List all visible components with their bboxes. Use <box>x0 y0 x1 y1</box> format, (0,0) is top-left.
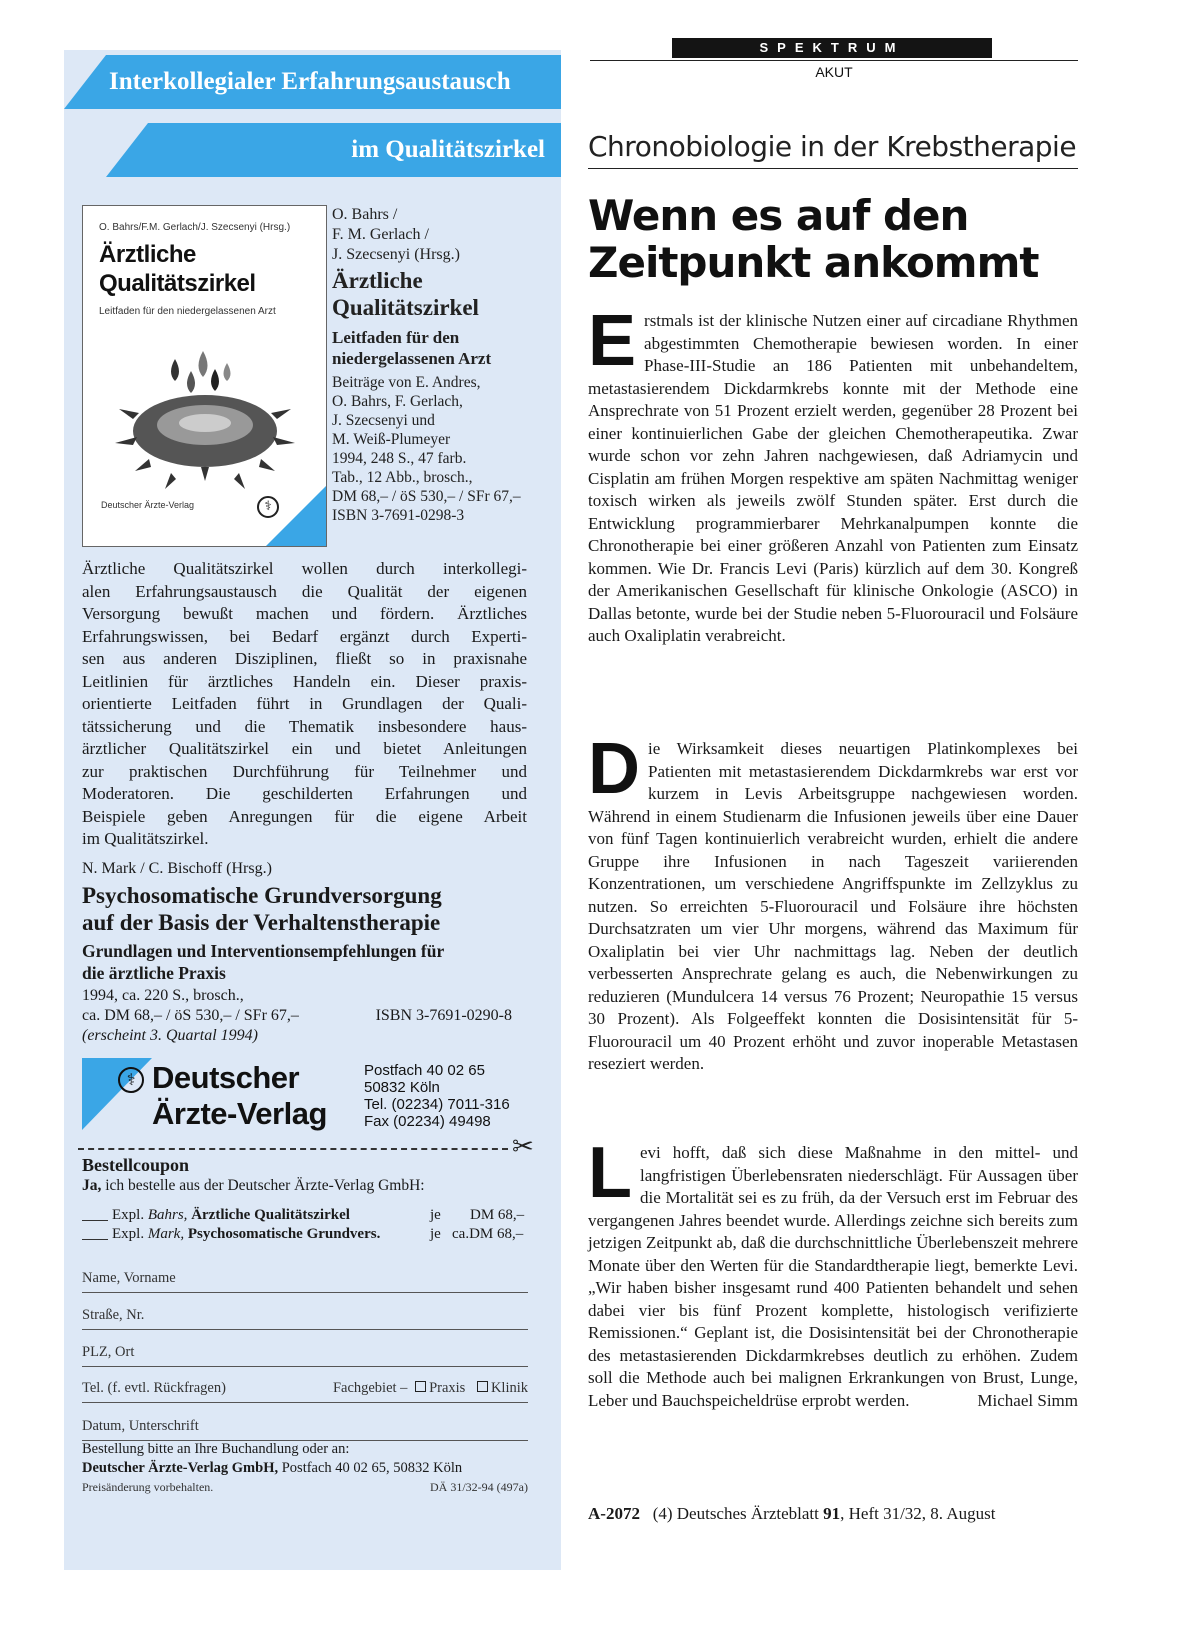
ad-code: DÄ 31/32-94 (497a) <box>430 1480 528 1494</box>
order-author: Bahrs, <box>147 1207 188 1223</box>
book2-detail-line: 1994, ca. 220 S., brosch., <box>82 987 244 1004</box>
coupon-small-print <box>82 1480 528 1495</box>
publisher-address-line: 50832 Köln <box>364 1079 440 1096</box>
order-price: ca.DM 68,– <box>452 1226 524 1242</box>
book2-note: (erscheint 3. Quartal 1994) <box>82 1027 258 1044</box>
ad-description-line: orientierte Leitfaden führt in Grundlagen der Quali- <box>82 694 527 713</box>
book1-subtitle-line: niedergelassenen Arzt <box>332 349 492 368</box>
book1-title <box>332 267 547 321</box>
coupon-intro-text: ich bestelle aus der Deutscher Ärzte-Verlag GmbH: <box>101 1177 425 1194</box>
publisher-block <box>82 1058 542 1138</box>
banner-wedge <box>106 123 148 177</box>
scissors-icon: ✂ <box>512 1132 534 1162</box>
cover-corner-decoration <box>266 486 326 546</box>
book2-isbn: ISBN 3-7691-0290-8 <box>375 1007 512 1024</box>
ad-description-line: zur praktischen Durchführung für Teilnehmer und <box>82 761 527 781</box>
publisher-address <box>364 1062 510 1130</box>
book1-detail-line: O. Bahrs, F. Gerlach, <box>332 393 463 410</box>
book2-subtitle-line: die ärztliche Praxis <box>82 963 226 983</box>
section-rule <box>590 60 1078 61</box>
book2-subtitle-line: Grundlagen und Interventionsempfehlungen für <box>82 941 445 961</box>
book2-info <box>82 858 532 1046</box>
subsection-label: AKUT <box>815 64 853 80</box>
page-number: A-2072 <box>588 1504 640 1523</box>
publisher-name-line: Ärzte-Verlag <box>152 1096 327 1131</box>
cover-title <box>99 240 319 298</box>
order-title <box>112 1206 430 1225</box>
book-cover <box>82 205 327 547</box>
paragraph-text: evi hofft, daß sich diese Maßnahme in den mittel- und langfristigen Überlebensraten niederschlägt. Für Aussagen über die Mortalität sei es zu früh, da der Versuch erst im Februar des vergangenen Jahres beendet wurde. Allerdings zeichne sich bereits zum jetzigen Zeitpunkt ab, daß die durchschnittliche Überlebenszeit mehrere Monate über den Werten für die Standardtherapie liegt, bemerkte Levi. „Wir haben bisher insgesamt rund 400 Patienten behandelt und sehen dabei vier bis fünf Prozent komplette, histologisch verifizierte Remissionen.“ Geplant ist, die Dosisintensität bei der Chronotherapie des metastasierenden Dickdarmkrebses deutlich zu erhöhen. Zudem soll die Methode auch bei malignen Erkrankungen von Brust, Lunge, Leber und Bauchspeicheldrüse erprobt werden. <box>588 1143 1078 1410</box>
book2-title-line: Psychosomatische Grundversorgung <box>82 883 442 908</box>
book1-author: F. M. Gerlach / <box>332 226 429 243</box>
city-field[interactable]: PLZ, Ort <box>82 1342 528 1367</box>
article-kicker: Chronobiologie in der Krebstherapie <box>588 130 1077 163</box>
price-note: Preisänderung vorbehalten. <box>82 1480 214 1494</box>
tel-field[interactable]: Tel. (f. evtl. Rückfragen) <box>82 1380 226 1396</box>
book1-author: O. Bahrs / <box>332 206 398 223</box>
quantity-field[interactable] <box>82 1206 108 1221</box>
coupon-footer-company: Deutscher Ärzte-Verlag GmbH, <box>82 1460 279 1476</box>
paragraph-text: ie Wirksamkeit dieses neuartigen Platinkomplexes bei Patienten mit metastasierendem Dickdarmkrebs war erst vor kurzem in Levis Arbeitsgruppe nachgewiesen worden. Während in einem Studienarm die Infusionen jeweils über eine Dauer von fünf Tagen kontinuierlich verabreicht wurden, erhielt die andere Gruppe ihre Infusionen in nach Tageszeit variierenden Konzentrationen, um verschiedene Angriffspunkte im Zellzyklus zu nutzen. So erreichten 5-Fluorouracil und Folsäure ihre höchsten Durchsatzraten um vier Uhr morgens, während das Maximum für Oxaliplatin bei vier Uhr nachmittags lag. Neben der deutlich verbesserten Ansprechrate gelang es auch, die Nebenwirkungen zu reduzieren (Mundulcera 14 versus 76 Prozent; Neuropathie 15 versus 30 Prozent). Als Folgeeffekt konnten die Dosisintensität für 5-Fluorouracil um 40 Prozent erhöht und zuvor inoperable Metastasen reseziert werden. <box>588 739 1078 1073</box>
klinik-label: Klinik <box>490 1380 528 1396</box>
publisher-name <box>118 1060 327 1132</box>
cover-title-line: Qualitätszirkel <box>99 270 256 297</box>
ad-banner-exchange: Interkollegialer Erfahrungsaustausch <box>64 55 561 109</box>
ad-description-line: Moderatoren. Die geschilderten Erfahrungen und <box>82 784 527 803</box>
caduceus-logo-icon: ⚕ <box>257 496 279 518</box>
ad-description-line: Erfahrungswissen, bei Bedarf ergänzt durch Experti- <box>82 626 527 646</box>
book1-info <box>332 205 547 525</box>
section-label: SPEKTRUM <box>672 38 992 58</box>
drop-cap: D <box>588 729 640 809</box>
order-author: Mark, <box>147 1226 185 1242</box>
book1-title-line: Qualitätszirkel <box>332 295 479 320</box>
drops-illustration-icon <box>105 331 305 501</box>
order-prefix: Expl. <box>112 1226 145 1242</box>
publisher-address-line: Fax (02234) 49498 <box>364 1113 491 1130</box>
coupon-footer-line: Bestellung bitte an Ihre Buchandlung oder an: <box>82 1441 350 1457</box>
coupon-intro-yes: Ja, <box>82 1177 102 1194</box>
book1-details <box>332 373 547 525</box>
article-paragraph-3 <box>588 1133 1078 1412</box>
book1-detail-line: ISBN 3-7691-0298-3 <box>332 507 465 524</box>
signature-field[interactable]: Datum, Unterschrift <box>82 1416 528 1441</box>
book1-detail-line: 1994, 248 S., 47 farb. <box>332 450 467 467</box>
order-title <box>112 1225 430 1244</box>
ad-description-line: ärztlicher Qualitätszirkel ein und bietet Anleitungen <box>82 739 527 758</box>
coupon-footer-line <box>82 1459 532 1478</box>
book1-subtitle-line: Leitfaden für den <box>332 328 460 347</box>
order-line-bahrs <box>82 1206 532 1225</box>
name-field[interactable]: Name, Vorname <box>82 1268 528 1293</box>
ad-description-line: im Qualitätszirkel. <box>82 829 209 848</box>
banner-wedge <box>64 55 106 109</box>
ad-description <box>82 558 527 851</box>
journal-volume: 91 <box>823 1504 841 1523</box>
journal-name: (4) Deutsches Ärzteblatt <box>652 1504 824 1523</box>
article-author: Michael Simm <box>977 1390 1078 1410</box>
book2-authors: N. Mark / C. Bischoff (Hrsg.) <box>82 860 272 877</box>
article-paragraph-1 <box>588 301 1078 648</box>
journal-issue: , Heft 31/32, 8. August <box>840 1504 996 1523</box>
ad-description-line: tätssicherung und die Thematik insbesondere haus- <box>82 716 527 736</box>
book1-detail-line: Beiträge von E. Andres, <box>332 374 481 391</box>
book1-detail-line: M. Weiß-Plumeyer <box>332 431 451 448</box>
order-line-mark <box>82 1225 532 1244</box>
headline-line: Zeitpunkt ankommt <box>588 238 1039 287</box>
fach-group <box>333 1378 528 1402</box>
coupon-intro <box>82 1176 532 1196</box>
ad-description-line: alen Erfahrungsaustausch die Qualität der eigenen <box>82 581 527 601</box>
page-footer <box>588 1503 1078 1525</box>
caduceus-logo-icon: ⚕ <box>118 1067 144 1093</box>
book1-detail-line: Tab., 12 Abb., brosch., <box>332 469 473 486</box>
checkbox-icon[interactable] <box>477 1381 488 1392</box>
cover-title-line: Ärztliche <box>99 241 196 268</box>
book2-price: ca. DM 68,– / öS 530,– / SFr 67,– <box>82 1007 299 1024</box>
order-coupon <box>82 1154 532 1244</box>
order-je: je <box>430 1226 441 1242</box>
publisher-address-line: Postfach 40 02 65 <box>364 1062 485 1079</box>
publisher-address-line: Tel. (02234) 7011-316 <box>364 1096 510 1113</box>
order-price: DM 68,– <box>470 1207 525 1223</box>
coupon-footer <box>82 1440 532 1478</box>
publisher-name-line: Deutscher <box>152 1060 300 1095</box>
paragraph-text: rstmals ist der klinische Nutzen einer auf circadiane Rhythmen abgestimmten Chemotherapie bewiesen worden. In einer Phase-III-Studie an 186 Patienten mit unbehandeltem, metastasierendem Dickdarmkrebs konnte mit der Methode eine Ansprechrate von 51 Prozent erzielt werden, gegenüber 28 Prozent bei einer kontinuierlichen Gabe der gleichen Chemotherapeutika. Zwar wurde schon vor zehn Jahren nachgewiesen, daß Adriamycin und Cisplatin am frühen Morgen respektive am späten Nachmittag weniger toxisch wirken als jeweils zwölf Stunden später. Erst durch die Entwicklung programmierbarer Mehrkanalpumpen konnte die Chronotherapie bei einer größeren Anzahl von Patienten zum Einsatz kommen. Wie Dr. Francis Levi (Paris) kürzlich auf dem 30. Kongreß der Amerikanischen Gesellschaft für klinische Onkologie (ASCO) in Dallas betonte, wurde bei der Studie neben 5-Fluorouracil und Folsäure auch Oxaliplatin verabreicht. <box>588 311 1078 645</box>
ad-banner-circle: im Qualitätszirkel <box>106 123 561 177</box>
order-book: Psychosomatische Grundvers. <box>187 1226 381 1242</box>
tel-row <box>82 1378 528 1403</box>
book2-title-line: auf der Basis der Verhaltenstherapie <box>82 910 441 935</box>
ad-description-line: Beispiele geben Anregungen für die eigene Arbeit <box>82 806 527 826</box>
coupon-footer-address: Postfach 40 02 65, 50832 Köln <box>278 1460 463 1476</box>
checkbox-icon[interactable] <box>415 1381 426 1392</box>
drop-cap: E <box>588 301 637 381</box>
book1-subtitle <box>332 327 547 369</box>
book2-subtitle <box>82 940 532 984</box>
fach-label: Fachgebiet – <box>332 1380 408 1396</box>
book1-title-line: Ärztliche <box>332 268 423 293</box>
coupon-cut-line <box>78 1148 508 1150</box>
book1-detail-line: DM 68,– / öS 530,– / SFr 67,– <box>332 488 521 505</box>
article-headline <box>588 192 1083 286</box>
ad-description-line: Versorgung bewußt machen und fördern. Ärztliches <box>82 604 527 623</box>
order-book: Ärztliche Qualitätszirkel <box>191 1207 350 1223</box>
book2-details <box>82 986 532 1046</box>
praxis-label: Praxis <box>429 1380 466 1396</box>
book1-author: J. Szecsenyi (Hrsg.) <box>332 246 460 263</box>
cover-authors: O. Bahrs/F.M. Gerlach/J. Szecsenyi (Hrsg.) <box>99 222 291 233</box>
kicker-rule <box>588 168 1078 169</box>
quantity-field[interactable] <box>82 1225 108 1240</box>
ad-description-line: Leitlinien für ärztliches Handeln ein. Dieser praxis- <box>82 671 527 691</box>
coupon-heading: Bestellcoupon <box>82 1155 190 1175</box>
book2-title <box>82 882 532 936</box>
drop-cap: L <box>588 1133 632 1213</box>
book2-price-row <box>82 1006 512 1026</box>
ad-description-line: Ärztliche Qualitätszirkel wollen durch interkollegi- <box>82 559 527 578</box>
order-je: je <box>430 1207 441 1223</box>
street-field[interactable]: Straße, Nr. <box>82 1305 528 1330</box>
ad-description-line: sen aus anderen Disziplinen, fließt so in praxisnahe <box>82 649 527 668</box>
cover-subtitle: Leitfaden für den niedergelassenen Arzt <box>99 306 276 317</box>
headline-line: Wenn es auf den <box>588 191 969 240</box>
article-paragraph-2 <box>588 729 1078 1076</box>
cover-publisher: Deutscher Ärzte-Verlag <box>101 500 195 510</box>
order-prefix: Expl. <box>112 1207 145 1223</box>
book1-detail-line: J. Szecsenyi und <box>332 412 435 429</box>
